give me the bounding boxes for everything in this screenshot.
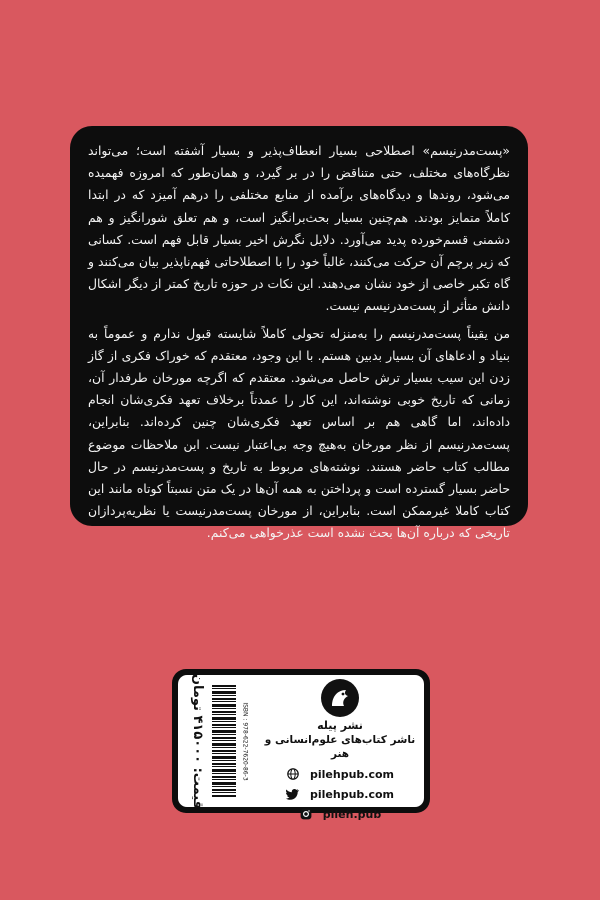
price-text: قیمت: ۴۱۵۰۰۰ تومان xyxy=(190,673,206,809)
blurb-paragraph-2: من یقیناً پست‌مدرنیسم را به‌منزله تحولی کاملاً شایسته قبول ندارم و عموماً به بنیاد و ادعاهای آن بسیار بدبین هستم. با این وجود، معتقدم که خوراک فکری از گاز زدن این سیب بسیار ترش حاصل می‌شود. معتقدم که اگرچه مورخان طرفدار آن، زمانی که تاریخ خوبی نوشته‌اند، این کار را عمدتاً برخلاف تعهد فکری‌شان انجام داده‌اند، اما گاهی هم بر اساس تعهد فکری‌شان چنین کرده‌اند. بنابراین، پست‌مدرنیسم از نظر مورخان به‌هیچ وجه بی‌اعتبار نیست. این ملاحظات موضوع مطالب کتاب حاضر هستند. نوشته‌های مربوط به تاریخ و پست‌مدرنیسم در حال حاضر بسیار گسترده است و پرداختن به همه آن‌ها در یک متن نسبتاً کوتاه مانند این کتاب کاملا غیرممکن است. بنابراین، از مورخان پست‌مدرنیست یا نظریه‌پردازان تاریخی که درباره آن‌ها بحث نشده است عذرخواهی می‌کنم. xyxy=(88,325,510,541)
publisher-info-panel xyxy=(178,673,424,821)
barcode xyxy=(212,685,236,797)
globe-icon xyxy=(286,767,300,781)
contact-list xyxy=(260,764,420,824)
contact-website xyxy=(260,764,420,784)
publisher-logo-icon xyxy=(321,679,359,717)
contact-website-text: pilehpub.com xyxy=(309,767,394,781)
contact-twitter xyxy=(260,784,420,804)
publisher-block xyxy=(260,679,420,821)
twitter-icon xyxy=(286,787,300,801)
publisher-slogan: ناشر کتاب‌های علوم‌انسانی و هنر xyxy=(264,734,416,760)
isbn-label xyxy=(238,681,252,801)
instagram-icon xyxy=(299,807,313,821)
barcode-area xyxy=(184,673,254,809)
price-label xyxy=(186,673,210,809)
blurb-paragraph-1: «پست‌مدرنیسم» اصطلاحی بسیار انعطاف‌پذیر و بسیار آشفته است؛ می‌تواند نظرگاه‌های مختلف، حتی متناقض را در بر گیرد، و همان‌طور که امروزه فهمیده می‌شود، روندها و دیدگاه‌های برآمده از منابع مختلفی را درهم آمیزد که در ابتدا کاملاً متمایز بودند. هم‌چنین بسیار بحث‌برانگیز است، و هم تعلق شورانگیز و هم دشمنی قسم‌خورده پدید می‌آورد. دلایل نگرش اخیر بسیار قابل فهم است. کسانی که زیر پرچم آن حرکت می‌کنند، غالباً خود را با اصطلاحاتی فهم‌ناپذیر بیان می‌کنند و گاه تکبر خاصی از خود نشان می‌دهند. این نکات در حوزه تاریخ کمتر از دیگر اشکال دانش متأثر از پست‌مدرنیسم نیست. xyxy=(88,143,510,314)
isbn-text: ISBN : 978-622-7620-86-3 xyxy=(241,701,249,781)
contact-twitter-text: pilehpub.com xyxy=(309,787,394,801)
contact-instagram-text: pileh.pub xyxy=(322,807,382,821)
publisher-info-box xyxy=(172,669,430,821)
publisher-name: نشر پیله xyxy=(317,719,363,732)
contact-instagram xyxy=(260,804,420,824)
back-cover-blurb xyxy=(70,126,528,541)
